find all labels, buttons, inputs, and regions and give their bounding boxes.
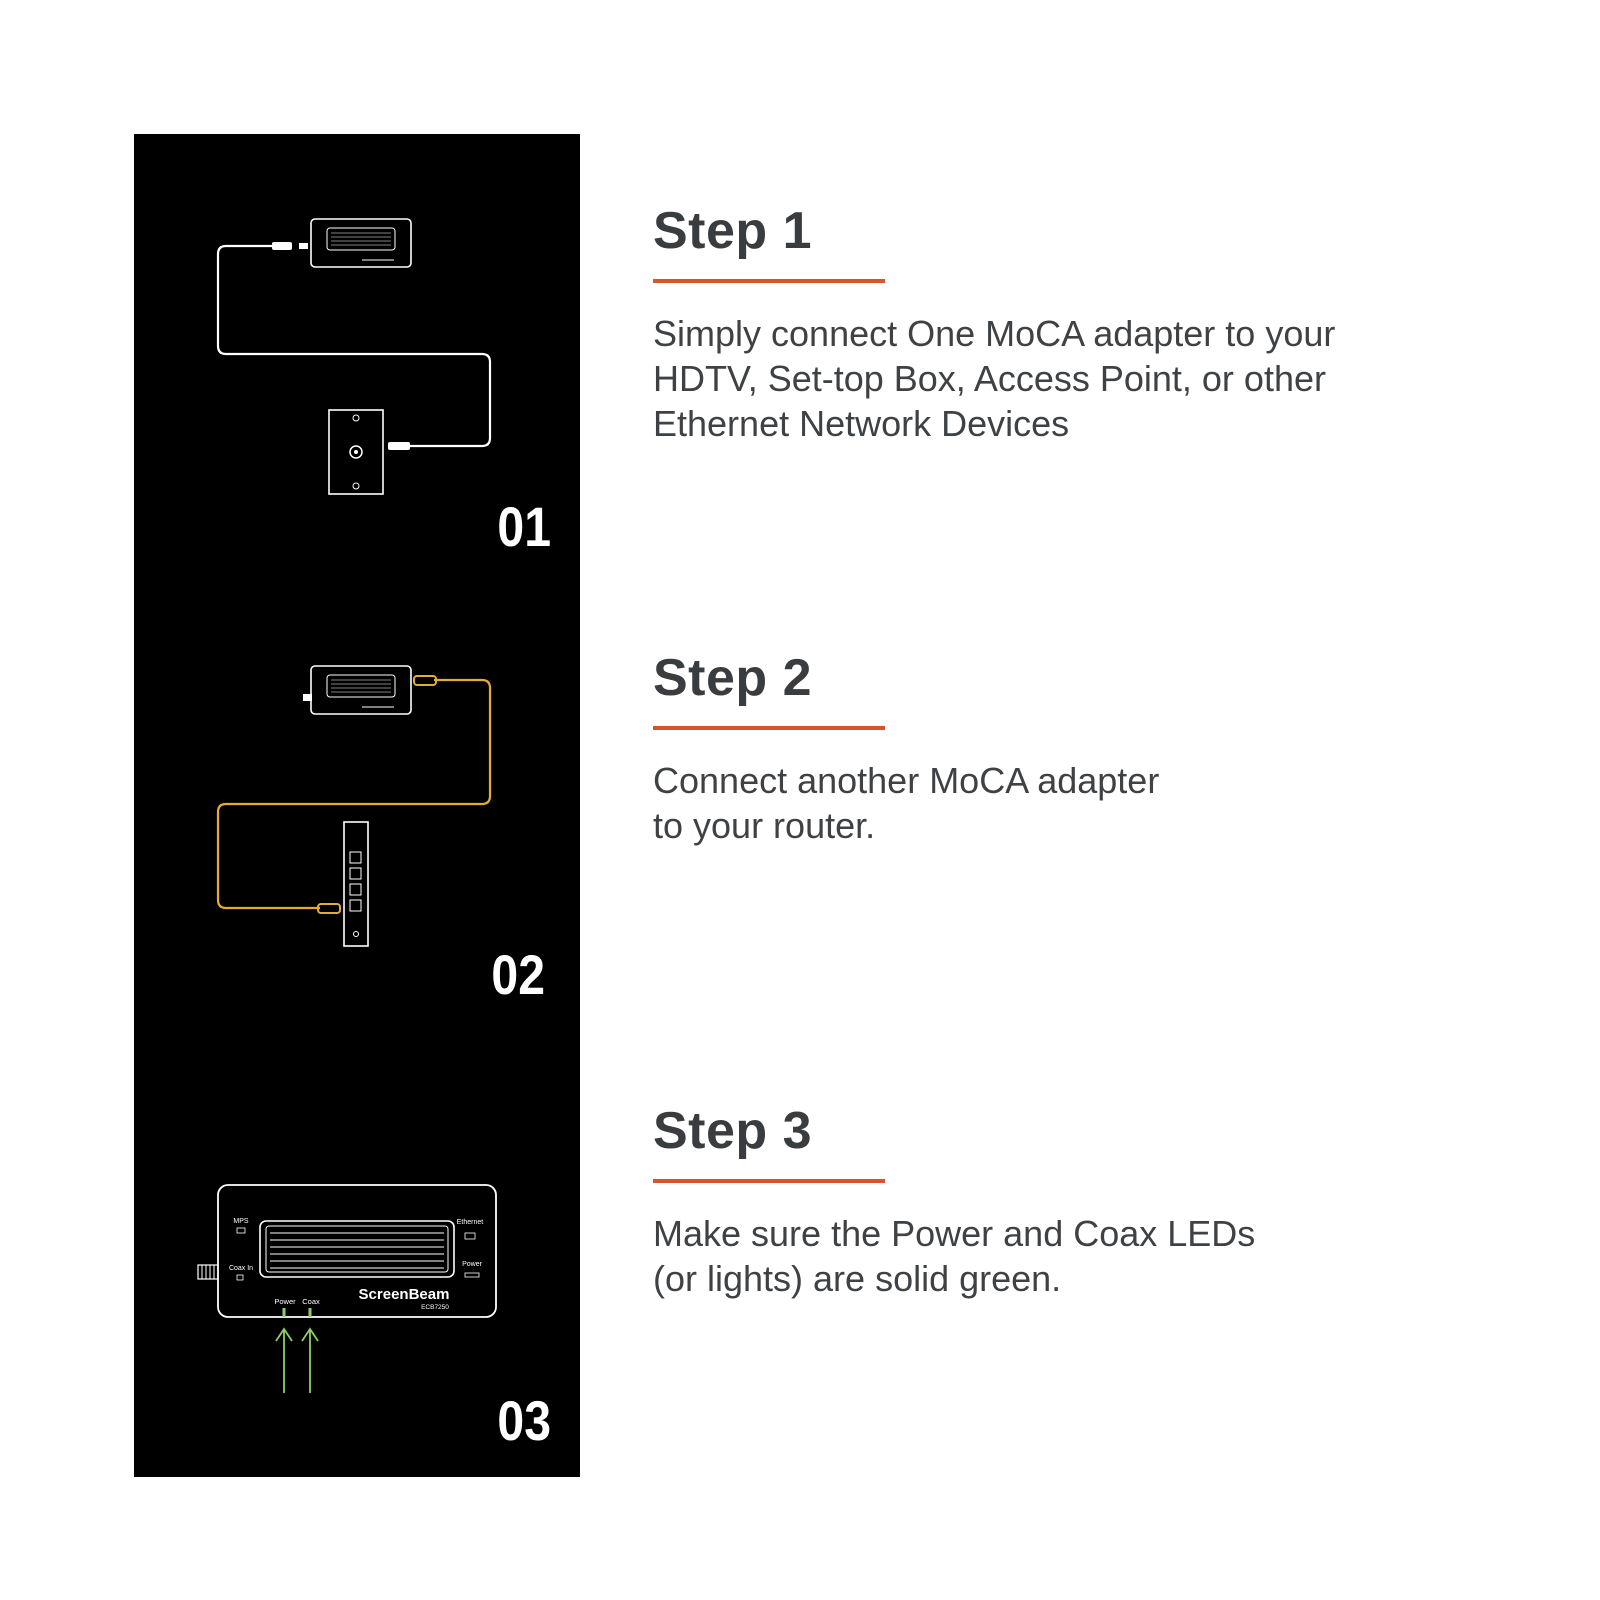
up-arrow-icon [302,1329,318,1393]
diagram-column [134,134,580,1477]
step-1-illustration [134,134,580,582]
step-divider [653,1179,885,1183]
step-description: Connect another MoCA adapter to your router. [653,760,1160,846]
panel-number: 03 [497,1390,551,1453]
power-port-label: Power [462,1261,482,1268]
coax-led-label: Coax [302,1297,320,1306]
coax-plug-icon [414,676,436,685]
step-title: Step 2 [653,649,813,707]
coax-plug-icon [318,904,340,913]
step-1-diagram [134,134,580,582]
step-2 [653,649,1533,848]
step-divider [653,279,885,283]
mps-label: MPS [233,1218,249,1225]
up-arrow-icon [276,1329,292,1393]
step-3 [653,1102,1533,1301]
step-2-illustration [134,582,580,1030]
moca-adapter-icon [303,666,411,714]
step-title: Step 1 [653,202,813,260]
step-2-diagram [134,582,580,1030]
router-icon [344,822,368,946]
step-1 [653,202,1533,446]
step-description: Simply connect One MoCA adapter to your HDTV, Set-top Box, Access Point, or other Ethernet Network Devices [653,313,1336,444]
step-3-diagram [134,1030,580,1477]
power-led-label: Power [274,1297,296,1306]
device-brand: ScreenBeam [358,1286,450,1303]
device-model: ECB7250 [421,1304,449,1311]
moca-adapter-large-icon [218,1185,496,1317]
moca-adapter-icon [299,219,411,267]
step-3-illustration [134,1030,580,1477]
step-title: Step 3 [653,1102,813,1160]
panel-number: 01 [497,496,551,559]
coax-wall-plate-icon [329,410,383,494]
coax-plug-icon [388,442,410,450]
coax-connector-icon [198,1265,218,1279]
step-description: Make sure the Power and Coax LEDs (or lights) are solid green. [653,1213,1256,1299]
led-indicator-arrows [276,1308,318,1393]
step-divider [653,726,885,730]
ethernet-label: Ethernet [456,1219,484,1226]
coax-in-label: Coax In [228,1265,254,1272]
panel-number: 02 [491,944,545,1007]
ethernet-plug-icon [272,242,292,250]
